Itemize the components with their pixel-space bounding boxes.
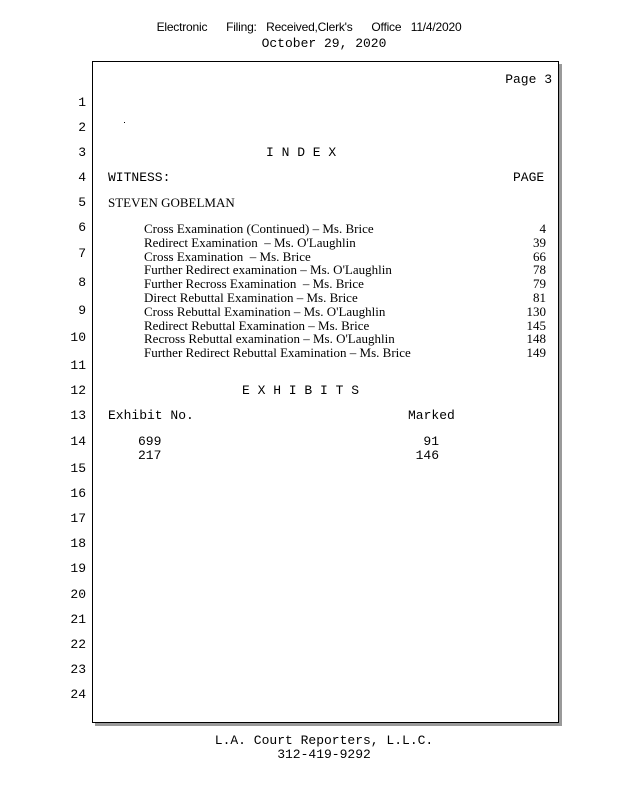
- line-number: 11: [70, 358, 86, 373]
- entry-description: Further Redirect Rebuttal Examination – Ms. Brice: [144, 345, 411, 360]
- index-entry: [144, 290, 546, 304]
- index-entry: [144, 276, 546, 290]
- line-number: 15: [70, 461, 86, 476]
- entry-page: 66: [533, 249, 546, 264]
- line-number: 24: [70, 687, 86, 702]
- exhibit-number: 217: [138, 448, 162, 463]
- stray-mark: [124, 122, 125, 123]
- exhibit-marked-page: 146: [415, 448, 439, 463]
- filing-stamp-word: Electronic: [156, 20, 208, 34]
- entry-page: 81: [533, 290, 546, 305]
- entry-description: Redirect Rebuttal Examination – Ms. Brice: [144, 318, 370, 333]
- line-number: 6: [78, 220, 86, 235]
- entry-page: 4: [539, 221, 546, 236]
- line-number: 12: [70, 383, 86, 398]
- witness-label: WITNESS:: [108, 170, 171, 185]
- line-number: 2: [78, 120, 86, 135]
- line-number: 7: [78, 246, 86, 261]
- index-entry: [144, 345, 546, 359]
- index-entry: [144, 235, 546, 249]
- line-number: 14: [70, 434, 86, 449]
- line-number: 4: [78, 170, 86, 185]
- line-number: 13: [70, 408, 86, 423]
- exhibit-number: 699: [138, 434, 162, 449]
- filing-stamp: [0, 20, 618, 34]
- entry-page: 149: [526, 345, 546, 360]
- entry-description: Recross Rebuttal examination – Ms. O'Laughlin: [144, 331, 395, 346]
- exhibit-marked-page: 91: [423, 434, 439, 449]
- line-number: 1: [78, 95, 86, 110]
- entry-page: 145: [526, 318, 546, 333]
- marked-label: Marked: [408, 408, 455, 423]
- entry-description: Direct Rebuttal Examination – Ms. Brice: [144, 290, 358, 305]
- entry-description: Cross Examination (Continued) – Ms. Brice: [144, 221, 374, 236]
- line-number: 17: [70, 511, 86, 526]
- line-number: 22: [70, 637, 86, 652]
- page-number: Page 3: [505, 72, 552, 87]
- line-number: 23: [70, 662, 86, 677]
- entry-description: Further Redirect examination – Ms. O'Laughlin: [144, 262, 392, 277]
- reporter-company: L.A. Court Reporters, L.L.C.: [214, 733, 434, 748]
- witness-name: STEVEN GOBELMAN: [108, 195, 235, 210]
- filing-stamp-word: Filing:: [226, 20, 257, 34]
- filing-stamp-word: 11/4/2020: [410, 20, 462, 34]
- line-number: 5: [78, 195, 86, 210]
- index-entry: [144, 249, 546, 263]
- transcript-date: October 29, 2020: [261, 36, 387, 51]
- entry-page: 79: [533, 276, 546, 291]
- index-entry: [144, 331, 546, 345]
- entry-page: 148: [526, 331, 546, 346]
- line-number: 20: [70, 587, 86, 602]
- exhibit-number-label: Exhibit No.: [108, 408, 194, 423]
- index-entry: [144, 221, 546, 235]
- page-column-label: PAGE: [513, 170, 545, 185]
- index-entry: [144, 318, 546, 332]
- entry-description: Cross Rebuttal Examination – Ms. O'Laughlin: [144, 304, 386, 319]
- filing-stamp-word: Received,Clerk's: [266, 20, 353, 34]
- reporter-phone: 312-419-9292: [277, 747, 371, 762]
- index-entry: [144, 262, 546, 276]
- entry-page: 130: [526, 304, 546, 319]
- line-number: 10: [70, 330, 86, 345]
- line-number: 16: [70, 486, 86, 501]
- entry-description: Cross Examination – Ms. Brice: [144, 249, 311, 264]
- entry-page: 78: [533, 262, 546, 277]
- exhibits-title: E X H I B I T S: [242, 383, 360, 398]
- index-title: I N D E X: [266, 145, 337, 160]
- line-number: 9: [78, 303, 86, 318]
- line-number: 21: [70, 612, 86, 627]
- line-number: 8: [78, 275, 86, 290]
- index-entry: [144, 304, 546, 318]
- line-number: 18: [70, 536, 86, 551]
- line-number: 19: [70, 561, 86, 576]
- entry-description: Redirect Examination – Ms. O'Laughlin: [144, 235, 356, 250]
- filing-stamp-word: Office: [371, 20, 402, 34]
- line-number: 3: [78, 145, 86, 160]
- entry-description: Further Recross Examination – Ms. Brice: [144, 276, 364, 291]
- entry-page: 39: [533, 235, 546, 250]
